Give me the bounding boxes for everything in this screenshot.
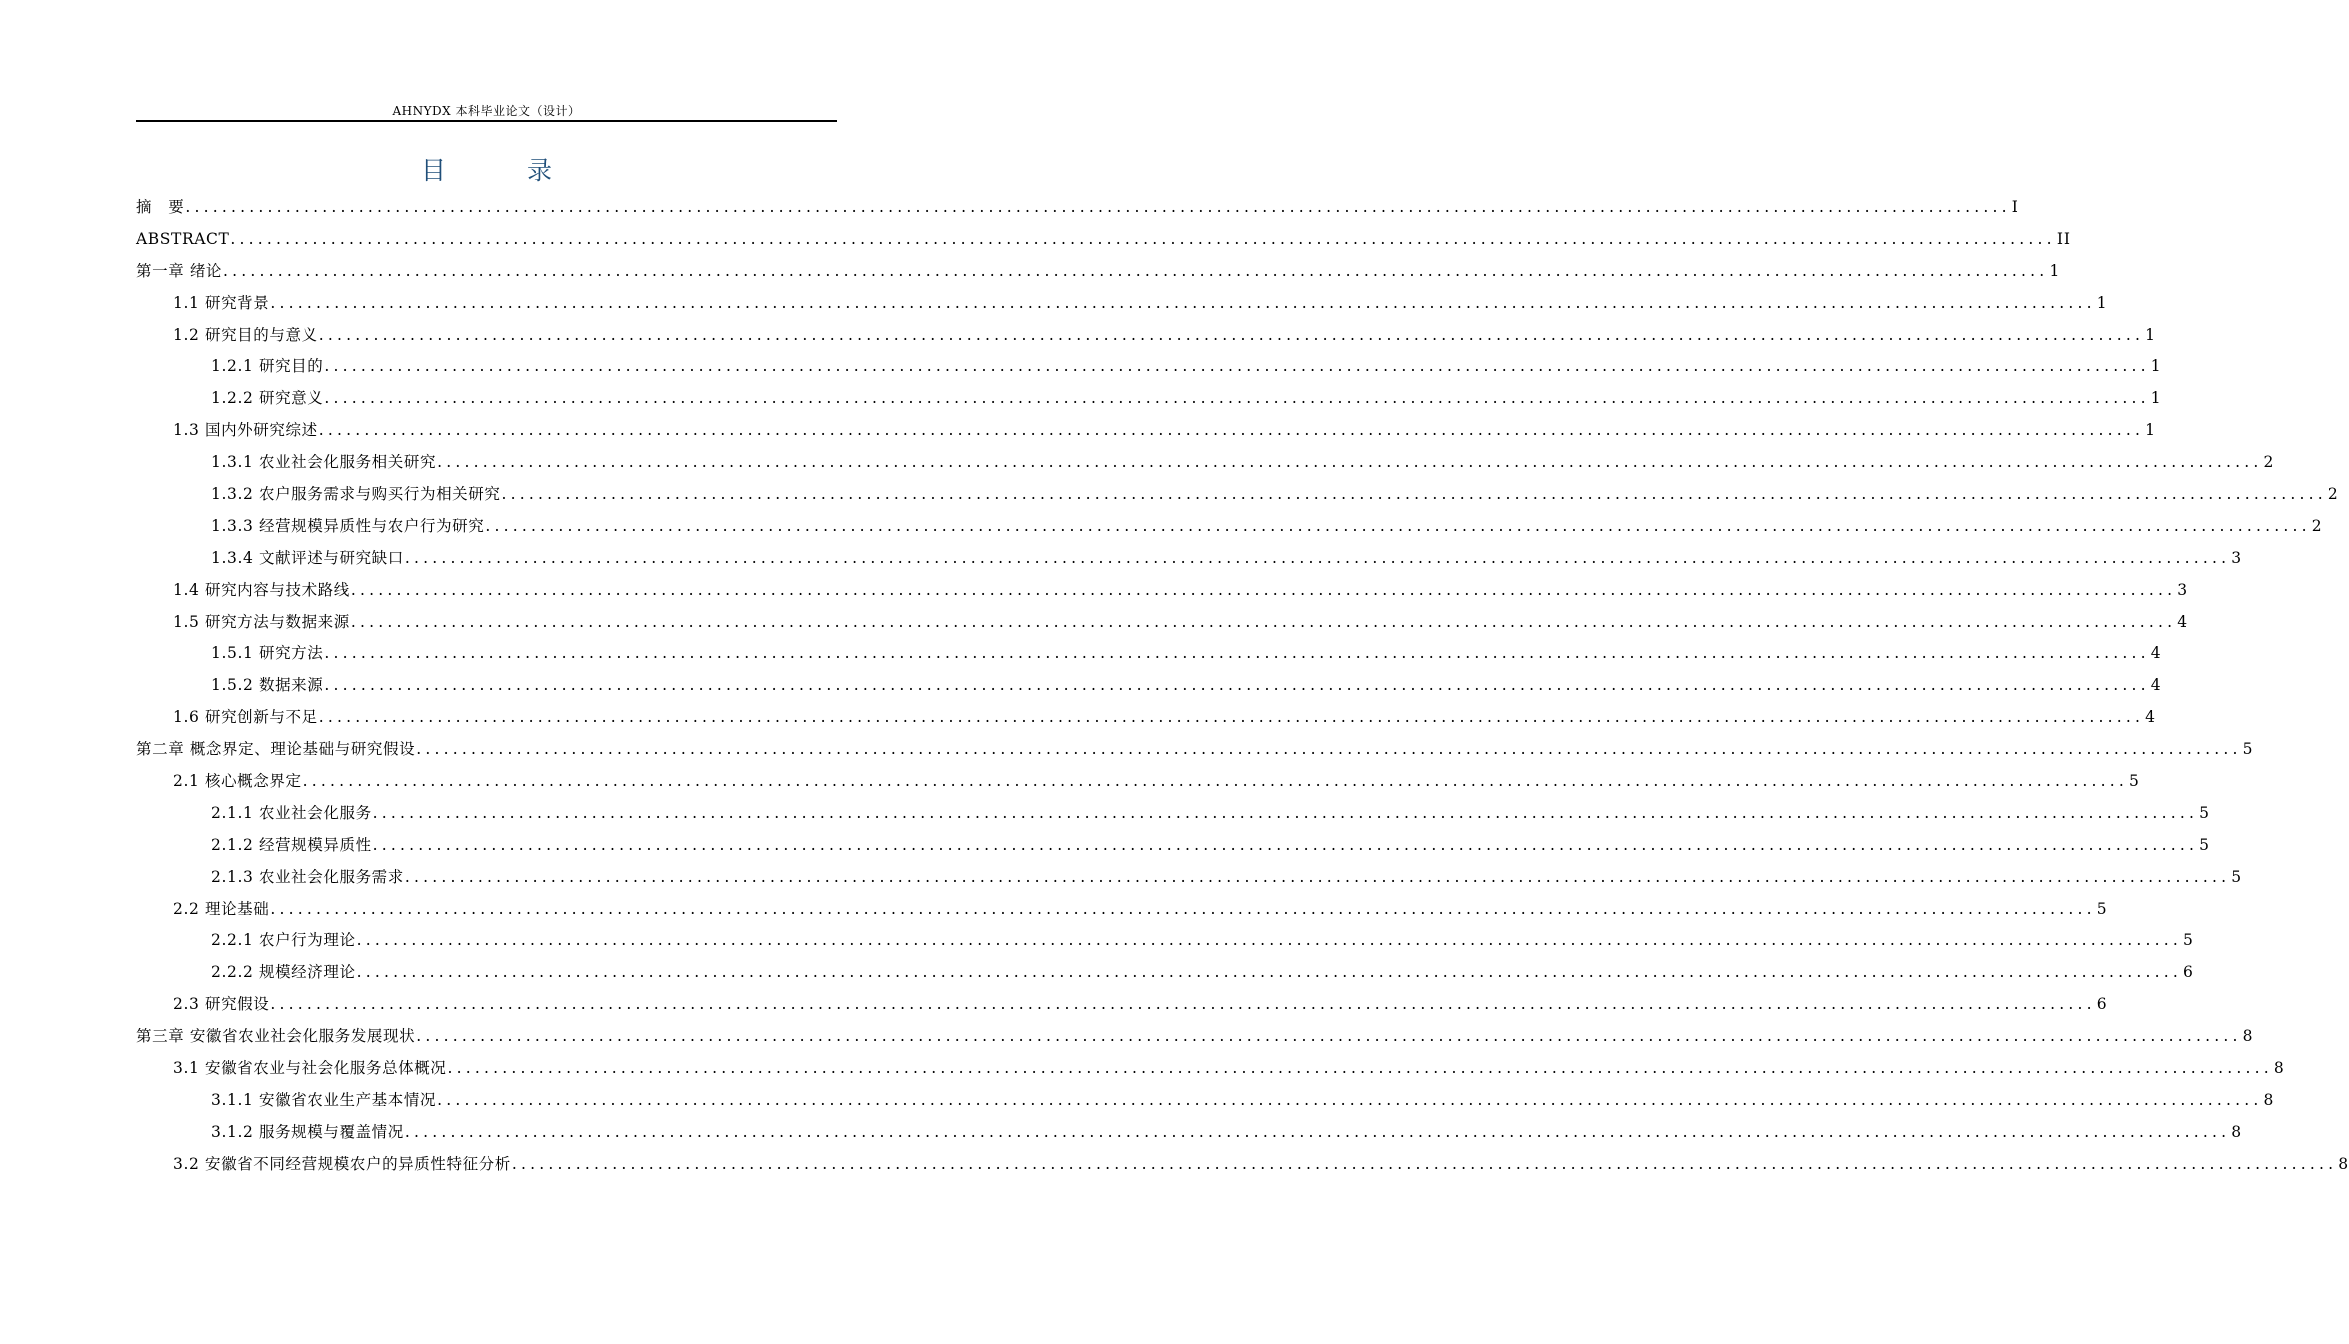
toc-leader-dots: ........................................................................................................................................................................................................ [324, 676, 2150, 695]
toc-leader-dots: ........................................................................................................................................................................................................ [350, 612, 2177, 631]
toc-entry-label: 3.2 安徽省不同经营规模农户的异质性特征分析 [173, 1154, 511, 1173]
toc-entry[interactable] [136, 288, 2108, 320]
toc-entry[interactable] [136, 1021, 2254, 1053]
toc-entry-page: 6 [2096, 995, 2108, 1014]
toc-entry[interactable] [136, 1053, 2285, 1085]
toc-entry-page: 1 [2150, 357, 2162, 376]
header-rule [136, 120, 837, 122]
toc-leader-dots: ........................................................................................................................................................................................................ [372, 835, 2199, 854]
toc-entry-label: 1.3.2 农户服务需求与购买行为相关研究 [211, 485, 501, 504]
toc-leader-dots: ........................................................................................................................................................................................................ [270, 899, 2096, 918]
toc-entry-label: 1.1 研究背景 [173, 293, 270, 312]
toc-entry-label: 第一章 绪论 [136, 261, 223, 280]
table-of-contents [136, 192, 2349, 1181]
toc-entry-label: 2.1 核心概念界定 [173, 772, 302, 791]
toc-entry-label: 1.5.1 研究方法 [211, 644, 324, 663]
toc-entry-label: 1.5 研究方法与数据来源 [173, 612, 350, 631]
toc-entry[interactable] [136, 862, 2243, 894]
toc-entry-page: 8 [2242, 1027, 2254, 1046]
toc-entry[interactable] [136, 607, 2189, 639]
toc-title: 目 录 [420, 156, 580, 185]
toc-leader-dots: ........................................................................................................................................................................................................ [416, 1027, 2242, 1046]
toc-entry[interactable] [136, 192, 2019, 224]
toc-entry[interactable] [136, 351, 2162, 383]
toc-entry-page: 5 [2231, 867, 2243, 886]
toc-leader-dots: ........................................................................................................................................................................................................ [356, 963, 2182, 982]
toc-entry[interactable] [136, 447, 2275, 479]
toc-entry-label: 2.1.3 农业社会化服务需求 [211, 867, 404, 886]
toc-entry-page: 8 [2231, 1122, 2243, 1141]
toc-leader-dots: ........................................................................................................................................................................................................ [501, 485, 2327, 504]
toc-leader-dots: ........................................................................................................................................................................................................ [324, 644, 2150, 663]
toc-leader-dots: ........................................................................................................................................................................................................ [437, 1090, 2263, 1109]
toc-leader-dots: ........................................................................................................................................................................................................ [270, 293, 2096, 312]
toc-entry-page: 1 [2145, 421, 2156, 440]
toc-leader-dots: ........................................................................................................................................................................................................ [350, 580, 2177, 599]
toc-entry-page: 5 [2199, 803, 2210, 822]
toc-entry-label: 1.3.1 农业社会化服务相关研究 [211, 453, 437, 472]
toc-entry[interactable] [136, 798, 2210, 830]
toc-entry-page: I [2011, 198, 2019, 216]
toc-entry-page: 5 [2182, 931, 2194, 950]
toc-entry-page: 4 [2150, 676, 2162, 695]
toc-entry[interactable] [136, 1117, 2243, 1149]
toc-leader-dots: ........................................................................................................................................................................................................ [485, 516, 2311, 535]
toc-entry-label: ABSTRACT [136, 229, 230, 248]
toc-entry-page: 3 [2231, 548, 2243, 567]
toc-entry-page: 6 [2182, 963, 2194, 982]
toc-entry-page: 5 [2199, 835, 2210, 854]
toc-entry-label: 第二章 概念界定、理论基础与研究假设 [136, 740, 416, 759]
toc-leader-dots: ........................................................................................................................................................................................................ [270, 995, 2096, 1014]
toc-entry-label: 第三章 安徽省农业社会化服务发展现状 [136, 1027, 416, 1046]
toc-entry-label: 3.1 安徽省农业与社会化服务总体概况 [173, 1059, 447, 1078]
toc-entry[interactable] [136, 670, 2162, 702]
toc-entry[interactable] [136, 734, 2254, 766]
toc-leader-dots: ........................................................................................................................................................................................................ [356, 931, 2182, 950]
toc-entry[interactable] [136, 766, 2140, 798]
toc-entry-page: 5 [2128, 772, 2140, 791]
toc-entry-page: 2 [2263, 453, 2275, 472]
toc-entry[interactable] [136, 479, 2339, 511]
toc-entry-label: 1.6 研究创新与不足 [173, 708, 318, 727]
toc-entry[interactable] [136, 224, 2072, 256]
toc-leader-dots: ........................................................................................................................................................................................................ [302, 772, 2128, 791]
toc-entry[interactable] [136, 256, 2061, 288]
toc-leader-dots: ........................................................................................................................................................................................................ [511, 1154, 2338, 1173]
toc-leader-dots: ........................................................................................................................................................................................................ [404, 1122, 2231, 1141]
toc-leader-dots: ........................................................................................................................................................................................................ [185, 198, 2011, 216]
toc-entry-page: II [2056, 229, 2072, 248]
toc-entry-page: 4 [2145, 708, 2156, 727]
toc-leader-dots: ........................................................................................................................................................................................................ [404, 548, 2231, 567]
toc-entry[interactable] [136, 957, 2194, 989]
toc-leader-dots: ........................................................................................................................................................................................................ [416, 740, 2242, 759]
toc-entry-page: 5 [2096, 899, 2108, 918]
toc-entry[interactable] [136, 575, 2189, 607]
toc-entry-label: 1.4 研究内容与技术路线 [173, 580, 350, 599]
toc-entry-label: 1.2.1 研究目的 [211, 357, 324, 376]
toc-leader-dots: ........................................................................................................................................................................................................ [372, 803, 2199, 822]
toc-entry-label: 1.3 国内外研究综述 [173, 421, 318, 440]
toc-leader-dots: ........................................................................................................................................................................................................ [447, 1059, 2273, 1078]
toc-entry[interactable] [136, 543, 2243, 575]
toc-leader-dots: ........................................................................................................................................................................................................ [230, 229, 2056, 248]
toc-entry-page: 8 [2263, 1090, 2275, 1109]
toc-entry-page: 2 [2311, 516, 2323, 535]
toc-entry-page: 2 [2327, 485, 2339, 504]
toc-entry-label: 1.5.2 数据来源 [211, 676, 324, 695]
toc-entry-label: 1.2 研究目的与意义 [173, 325, 318, 344]
toc-entry-label: 2.2.1 农户行为理论 [211, 931, 356, 950]
toc-entry[interactable] [136, 925, 2194, 957]
toc-leader-dots: ........................................................................................................................................................................................................ [318, 708, 2145, 727]
toc-entry[interactable] [136, 415, 2156, 447]
toc-entry-label: 摘 要 [136, 198, 185, 216]
toc-entry[interactable] [136, 511, 2323, 543]
page-header: AHNYDX 本科毕业论文（设计） [392, 104, 581, 118]
toc-entry-label: 2.3 研究假设 [173, 995, 270, 1014]
toc-entry-page: 5 [2242, 740, 2254, 759]
toc-entry-label: 2.1.1 农业社会化服务 [211, 803, 372, 822]
toc-entry-label: 3.1.1 安徽省农业生产基本情况 [211, 1090, 437, 1109]
toc-entry[interactable] [136, 894, 2108, 926]
toc-leader-dots: ........................................................................................................................................................................................................ [223, 261, 2049, 280]
toc-entry[interactable] [136, 320, 2156, 352]
toc-entry-page: 1 [2049, 261, 2061, 280]
toc-entry-page: 4 [2150, 644, 2162, 663]
toc-entry-page: 1 [2096, 293, 2108, 312]
toc-entry-page: 1 [2150, 389, 2162, 408]
toc-entry[interactable] [136, 383, 2162, 415]
toc-entry[interactable] [136, 1149, 2349, 1181]
toc-leader-dots: ........................................................................................................................................................................................................ [318, 325, 2145, 344]
toc-entry-label: 1.3.4 文献评述与研究缺口 [211, 548, 404, 567]
toc-entry-label: 3.1.2 服务规模与覆盖情况 [211, 1122, 404, 1141]
toc-entry[interactable] [136, 702, 2156, 734]
toc-entry-label: 2.2 理论基础 [173, 899, 270, 918]
toc-entry-page: 3 [2177, 580, 2189, 599]
toc-leader-dots: ........................................................................................................................................................................................................ [324, 389, 2150, 408]
toc-entry-page: 1 [2145, 325, 2156, 344]
toc-entry[interactable] [136, 638, 2162, 670]
toc-leader-dots: ........................................................................................................................................................................................................ [318, 421, 2145, 440]
toc-entry-page: 8 [2338, 1154, 2349, 1173]
toc-entry-label: 2.2.2 规模经济理论 [211, 963, 356, 982]
toc-entry[interactable] [136, 989, 2108, 1021]
toc-entry[interactable] [136, 1085, 2275, 1117]
toc-entry-label: 1.2.2 研究意义 [211, 389, 324, 408]
toc-leader-dots: ........................................................................................................................................................................................................ [324, 357, 2150, 376]
toc-entry-page: 8 [2273, 1059, 2285, 1078]
toc-entry-label: 1.3.3 经营规模异质性与农户行为研究 [211, 516, 485, 535]
toc-leader-dots: ........................................................................................................................................................................................................ [404, 867, 2231, 886]
toc-entry-page: 4 [2177, 612, 2189, 631]
toc-leader-dots: ........................................................................................................................................................................................................ [437, 453, 2263, 472]
toc-entry-label: 2.1.2 经营规模异质性 [211, 835, 372, 854]
toc-entry[interactable] [136, 830, 2210, 862]
